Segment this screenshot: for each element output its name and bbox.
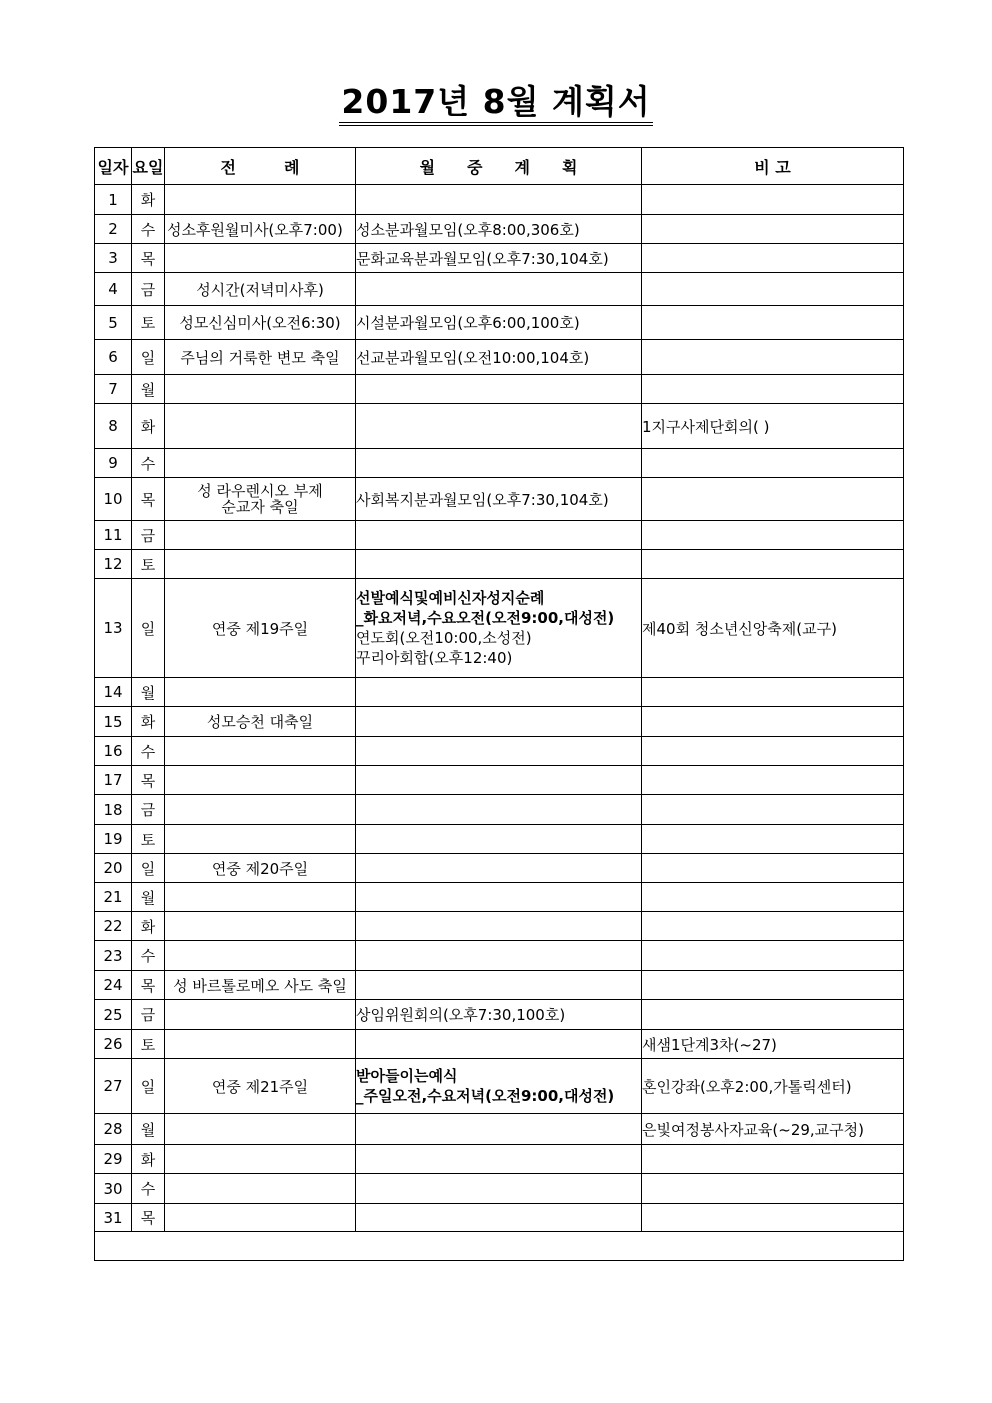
weekday-cell: 화 — [132, 912, 165, 941]
liturgy-cell — [165, 1145, 356, 1174]
monthly-plan-table — [94, 147, 904, 1261]
day-cell: 9 — [95, 449, 132, 478]
plan-cell — [356, 521, 642, 550]
table-row — [95, 1114, 904, 1145]
day-cell: 24 — [95, 971, 132, 1000]
table-row — [95, 737, 904, 766]
note-cell — [642, 678, 904, 707]
plan-cell — [356, 766, 642, 795]
day-cell: 13 — [95, 579, 132, 678]
note-cell — [642, 306, 904, 340]
note-cell — [642, 1204, 904, 1232]
weekday-cell: 금 — [132, 273, 165, 306]
liturgy-cell — [165, 449, 356, 478]
title-wrap — [0, 82, 992, 126]
table-row — [95, 521, 904, 550]
plan-cell — [356, 825, 642, 854]
plan-cell: 상임위원회의(오후7:30,100호) — [356, 1000, 642, 1030]
table-row — [95, 375, 904, 404]
header-weekday: 요일 — [132, 148, 165, 185]
plan-cell — [356, 1174, 642, 1204]
plan-cell — [356, 1059, 642, 1114]
header-day: 일자 — [95, 148, 132, 185]
weekday-cell: 화 — [132, 404, 165, 449]
weekday-cell: 금 — [132, 1000, 165, 1030]
table-row — [95, 1145, 904, 1174]
note-cell — [642, 912, 904, 941]
weekday-cell: 월 — [132, 678, 165, 707]
note-cell — [642, 971, 904, 1000]
liturgy-cell: 성모신심미사(오전6:30) — [165, 306, 356, 340]
weekday-cell: 목 — [132, 971, 165, 1000]
weekday-cell: 화 — [132, 707, 165, 737]
day-cell: 17 — [95, 766, 132, 795]
day-cell: 29 — [95, 1145, 132, 1174]
day-cell: 23 — [95, 941, 132, 971]
table-row — [95, 883, 904, 912]
table-row — [95, 766, 904, 795]
day-cell: 30 — [95, 1174, 132, 1204]
plan-cell — [356, 375, 642, 404]
note-cell: 은빛여정봉사자교육(~29,교구청) — [642, 1114, 904, 1145]
table-row — [95, 1204, 904, 1232]
liturgy-cell — [165, 912, 356, 941]
weekday-cell: 토 — [132, 550, 165, 579]
liturgy-cell — [165, 941, 356, 971]
liturgy-cell — [165, 678, 356, 707]
plan-cell: 선교분과월모임(오전10:00,104호) — [356, 340, 642, 375]
liturgy-cell — [165, 521, 356, 550]
plan-cell — [356, 449, 642, 478]
plan-cell — [356, 795, 642, 825]
weekday-cell: 토 — [132, 1030, 165, 1059]
day-cell: 5 — [95, 306, 132, 340]
footer-row — [95, 1232, 904, 1261]
day-cell: 2 — [95, 215, 132, 244]
weekday-cell: 토 — [132, 306, 165, 340]
weekday-cell: 일 — [132, 579, 165, 678]
note-cell: 혼인강좌(오후2:00,가톨릭센터) — [642, 1059, 904, 1114]
liturgy-cell — [165, 766, 356, 795]
day-cell: 3 — [95, 244, 132, 273]
plan-cell: 사회복지분과월모임(오후7:30,104호) — [356, 478, 642, 521]
table-row — [95, 273, 904, 306]
plan-line: 받아들이는예식 — [356, 1067, 458, 1085]
day-cell: 19 — [95, 825, 132, 854]
day-cell: 21 — [95, 883, 132, 912]
weekday-cell: 토 — [132, 825, 165, 854]
header-note: 비 고 — [642, 148, 904, 185]
plan-cell — [356, 971, 642, 1000]
weekday-cell: 목 — [132, 478, 165, 521]
weekday-cell: 목 — [132, 244, 165, 273]
weekday-cell: 월 — [132, 883, 165, 912]
weekday-cell: 화 — [132, 1145, 165, 1174]
table-row — [95, 941, 904, 971]
liturgy-cell: 주님의 거룩한 변모 축일 — [165, 340, 356, 375]
plan-line: 연도회(오전10:00,소성전) — [356, 629, 532, 647]
day-cell: 8 — [95, 404, 132, 449]
liturgy-cell — [165, 550, 356, 579]
weekday-cell: 일 — [132, 340, 165, 375]
note-cell — [642, 795, 904, 825]
day-cell: 16 — [95, 737, 132, 766]
liturgy-line: 성 라우렌시오 부제 — [197, 482, 323, 500]
liturgy-cell — [165, 404, 356, 449]
plan-cell — [356, 678, 642, 707]
liturgy-cell — [165, 883, 356, 912]
note-cell: 1지구사제단회의( ) — [642, 404, 904, 449]
day-cell: 4 — [95, 273, 132, 306]
liturgy-cell — [165, 375, 356, 404]
header-plan: 월 중 계 획 — [356, 148, 642, 185]
day-cell: 15 — [95, 707, 132, 737]
day-cell: 20 — [95, 854, 132, 883]
liturgy-cell: 성소후원월미사(오후7:00) — [165, 215, 356, 244]
note-cell — [642, 941, 904, 971]
liturgy-cell — [165, 825, 356, 854]
liturgy-cell: 연중 제21주일 — [165, 1059, 356, 1114]
day-cell: 10 — [95, 478, 132, 521]
weekday-cell: 금 — [132, 795, 165, 825]
table-row — [95, 1000, 904, 1030]
liturgy-cell: 연중 제19주일 — [165, 579, 356, 678]
note-cell — [642, 883, 904, 912]
page-title: 2017년 8월 계획서 — [339, 82, 652, 126]
plan-cell — [356, 883, 642, 912]
plan-cell — [356, 1030, 642, 1059]
liturgy-cell — [165, 1000, 356, 1030]
table-row — [95, 244, 904, 273]
plan-cell — [356, 854, 642, 883]
plan-cell — [356, 185, 642, 215]
plan-cell — [356, 550, 642, 579]
plan-cell — [356, 737, 642, 766]
footer-cell — [95, 1232, 904, 1261]
plan-cell — [356, 1114, 642, 1145]
liturgy-cell — [165, 1174, 356, 1204]
table-row — [95, 340, 904, 375]
day-cell: 11 — [95, 521, 132, 550]
liturgy-cell: 성 바르톨로메오 사도 축일 — [165, 971, 356, 1000]
weekday-cell: 목 — [132, 1204, 165, 1232]
weekday-cell: 금 — [132, 521, 165, 550]
liturgy-cell — [165, 1204, 356, 1232]
weekday-cell: 수 — [132, 449, 165, 478]
note-cell — [642, 215, 904, 244]
day-cell: 14 — [95, 678, 132, 707]
table-row — [95, 795, 904, 825]
weekday-cell: 수 — [132, 941, 165, 971]
note-cell — [642, 825, 904, 854]
note-cell — [642, 1145, 904, 1174]
liturgy-cell — [165, 478, 356, 521]
liturgy-cell — [165, 1114, 356, 1145]
liturgy-cell — [165, 795, 356, 825]
liturgy-line: 순교자 축일 — [221, 498, 299, 516]
weekday-cell: 목 — [132, 766, 165, 795]
plan-cell — [356, 941, 642, 971]
table-row — [95, 854, 904, 883]
table-row — [95, 825, 904, 854]
note-cell — [642, 521, 904, 550]
day-cell: 18 — [95, 795, 132, 825]
liturgy-cell: 연중 제20주일 — [165, 854, 356, 883]
table-row — [95, 971, 904, 1000]
plan-cell — [356, 707, 642, 737]
plan-cell — [356, 1204, 642, 1232]
day-cell: 12 — [95, 550, 132, 579]
note-cell: 새샘1단계3차(~27) — [642, 1030, 904, 1059]
note-cell — [642, 375, 904, 404]
day-cell: 1 — [95, 185, 132, 215]
plan-cell — [356, 912, 642, 941]
weekday-cell: 월 — [132, 1114, 165, 1145]
note-cell — [642, 854, 904, 883]
liturgy-cell — [165, 737, 356, 766]
table-row — [95, 478, 904, 521]
header-row — [95, 148, 904, 185]
plan-line: 선발예식및예비신자성지순례 — [356, 589, 545, 607]
liturgy-cell — [165, 185, 356, 215]
weekday-cell: 화 — [132, 185, 165, 215]
plan-cell: 시설분과월모임(오후6:00,100호) — [356, 306, 642, 340]
note-cell — [642, 1000, 904, 1030]
plan-cell — [356, 273, 642, 306]
liturgy-cell: 성모승천 대축일 — [165, 707, 356, 737]
weekday-cell: 수 — [132, 1174, 165, 1204]
day-cell: 26 — [95, 1030, 132, 1059]
day-cell: 27 — [95, 1059, 132, 1114]
table-row — [95, 1174, 904, 1204]
day-cell: 25 — [95, 1000, 132, 1030]
table-row — [95, 185, 904, 215]
note-cell — [642, 185, 904, 215]
liturgy-cell — [165, 244, 356, 273]
plan-cell — [356, 404, 642, 449]
note-cell — [642, 273, 904, 306]
plan-line: _주일오전,수요저녁(오전9:00,대성전) — [356, 1087, 615, 1105]
note-cell — [642, 550, 904, 579]
table-row — [95, 306, 904, 340]
note-cell — [642, 449, 904, 478]
day-cell: 22 — [95, 912, 132, 941]
plan-line: _화요저녁,수요오전(오전9:00,대성전) — [356, 609, 615, 627]
liturgy-cell: 성시간(저녁미사후) — [165, 273, 356, 306]
note-cell — [642, 1174, 904, 1204]
liturgy-cell — [165, 1030, 356, 1059]
note-cell — [642, 737, 904, 766]
note-cell — [642, 478, 904, 521]
note-cell — [642, 707, 904, 737]
table-row — [95, 1030, 904, 1059]
day-cell: 31 — [95, 1204, 132, 1232]
day-cell: 28 — [95, 1114, 132, 1145]
table-row — [95, 449, 904, 478]
plan-cell — [356, 1145, 642, 1174]
table-body — [95, 185, 904, 1261]
note-cell — [642, 244, 904, 273]
note-cell — [642, 340, 904, 375]
header-liturgy: 전 례 — [165, 148, 356, 185]
table-row — [95, 912, 904, 941]
table-row — [95, 678, 904, 707]
table-row — [95, 1059, 904, 1114]
table-row — [95, 707, 904, 737]
day-cell: 7 — [95, 375, 132, 404]
day-cell: 6 — [95, 340, 132, 375]
weekday-cell: 수 — [132, 215, 165, 244]
table-row — [95, 579, 904, 678]
plan-line: 꾸리아회합(오후12:40) — [356, 649, 513, 667]
weekday-cell: 일 — [132, 854, 165, 883]
weekday-cell: 수 — [132, 737, 165, 766]
table-row — [95, 404, 904, 449]
plan-cell: 성소분과월모임(오후8:00,306호) — [356, 215, 642, 244]
note-cell — [642, 766, 904, 795]
plan-cell: 문화교육분과월모임(오후7:30,104호) — [356, 244, 642, 273]
plan-cell — [356, 579, 642, 678]
note-cell: 제40회 청소년신앙축제(교구) — [642, 579, 904, 678]
weekday-cell: 일 — [132, 1059, 165, 1114]
table-row — [95, 215, 904, 244]
weekday-cell: 월 — [132, 375, 165, 404]
table-row — [95, 550, 904, 579]
